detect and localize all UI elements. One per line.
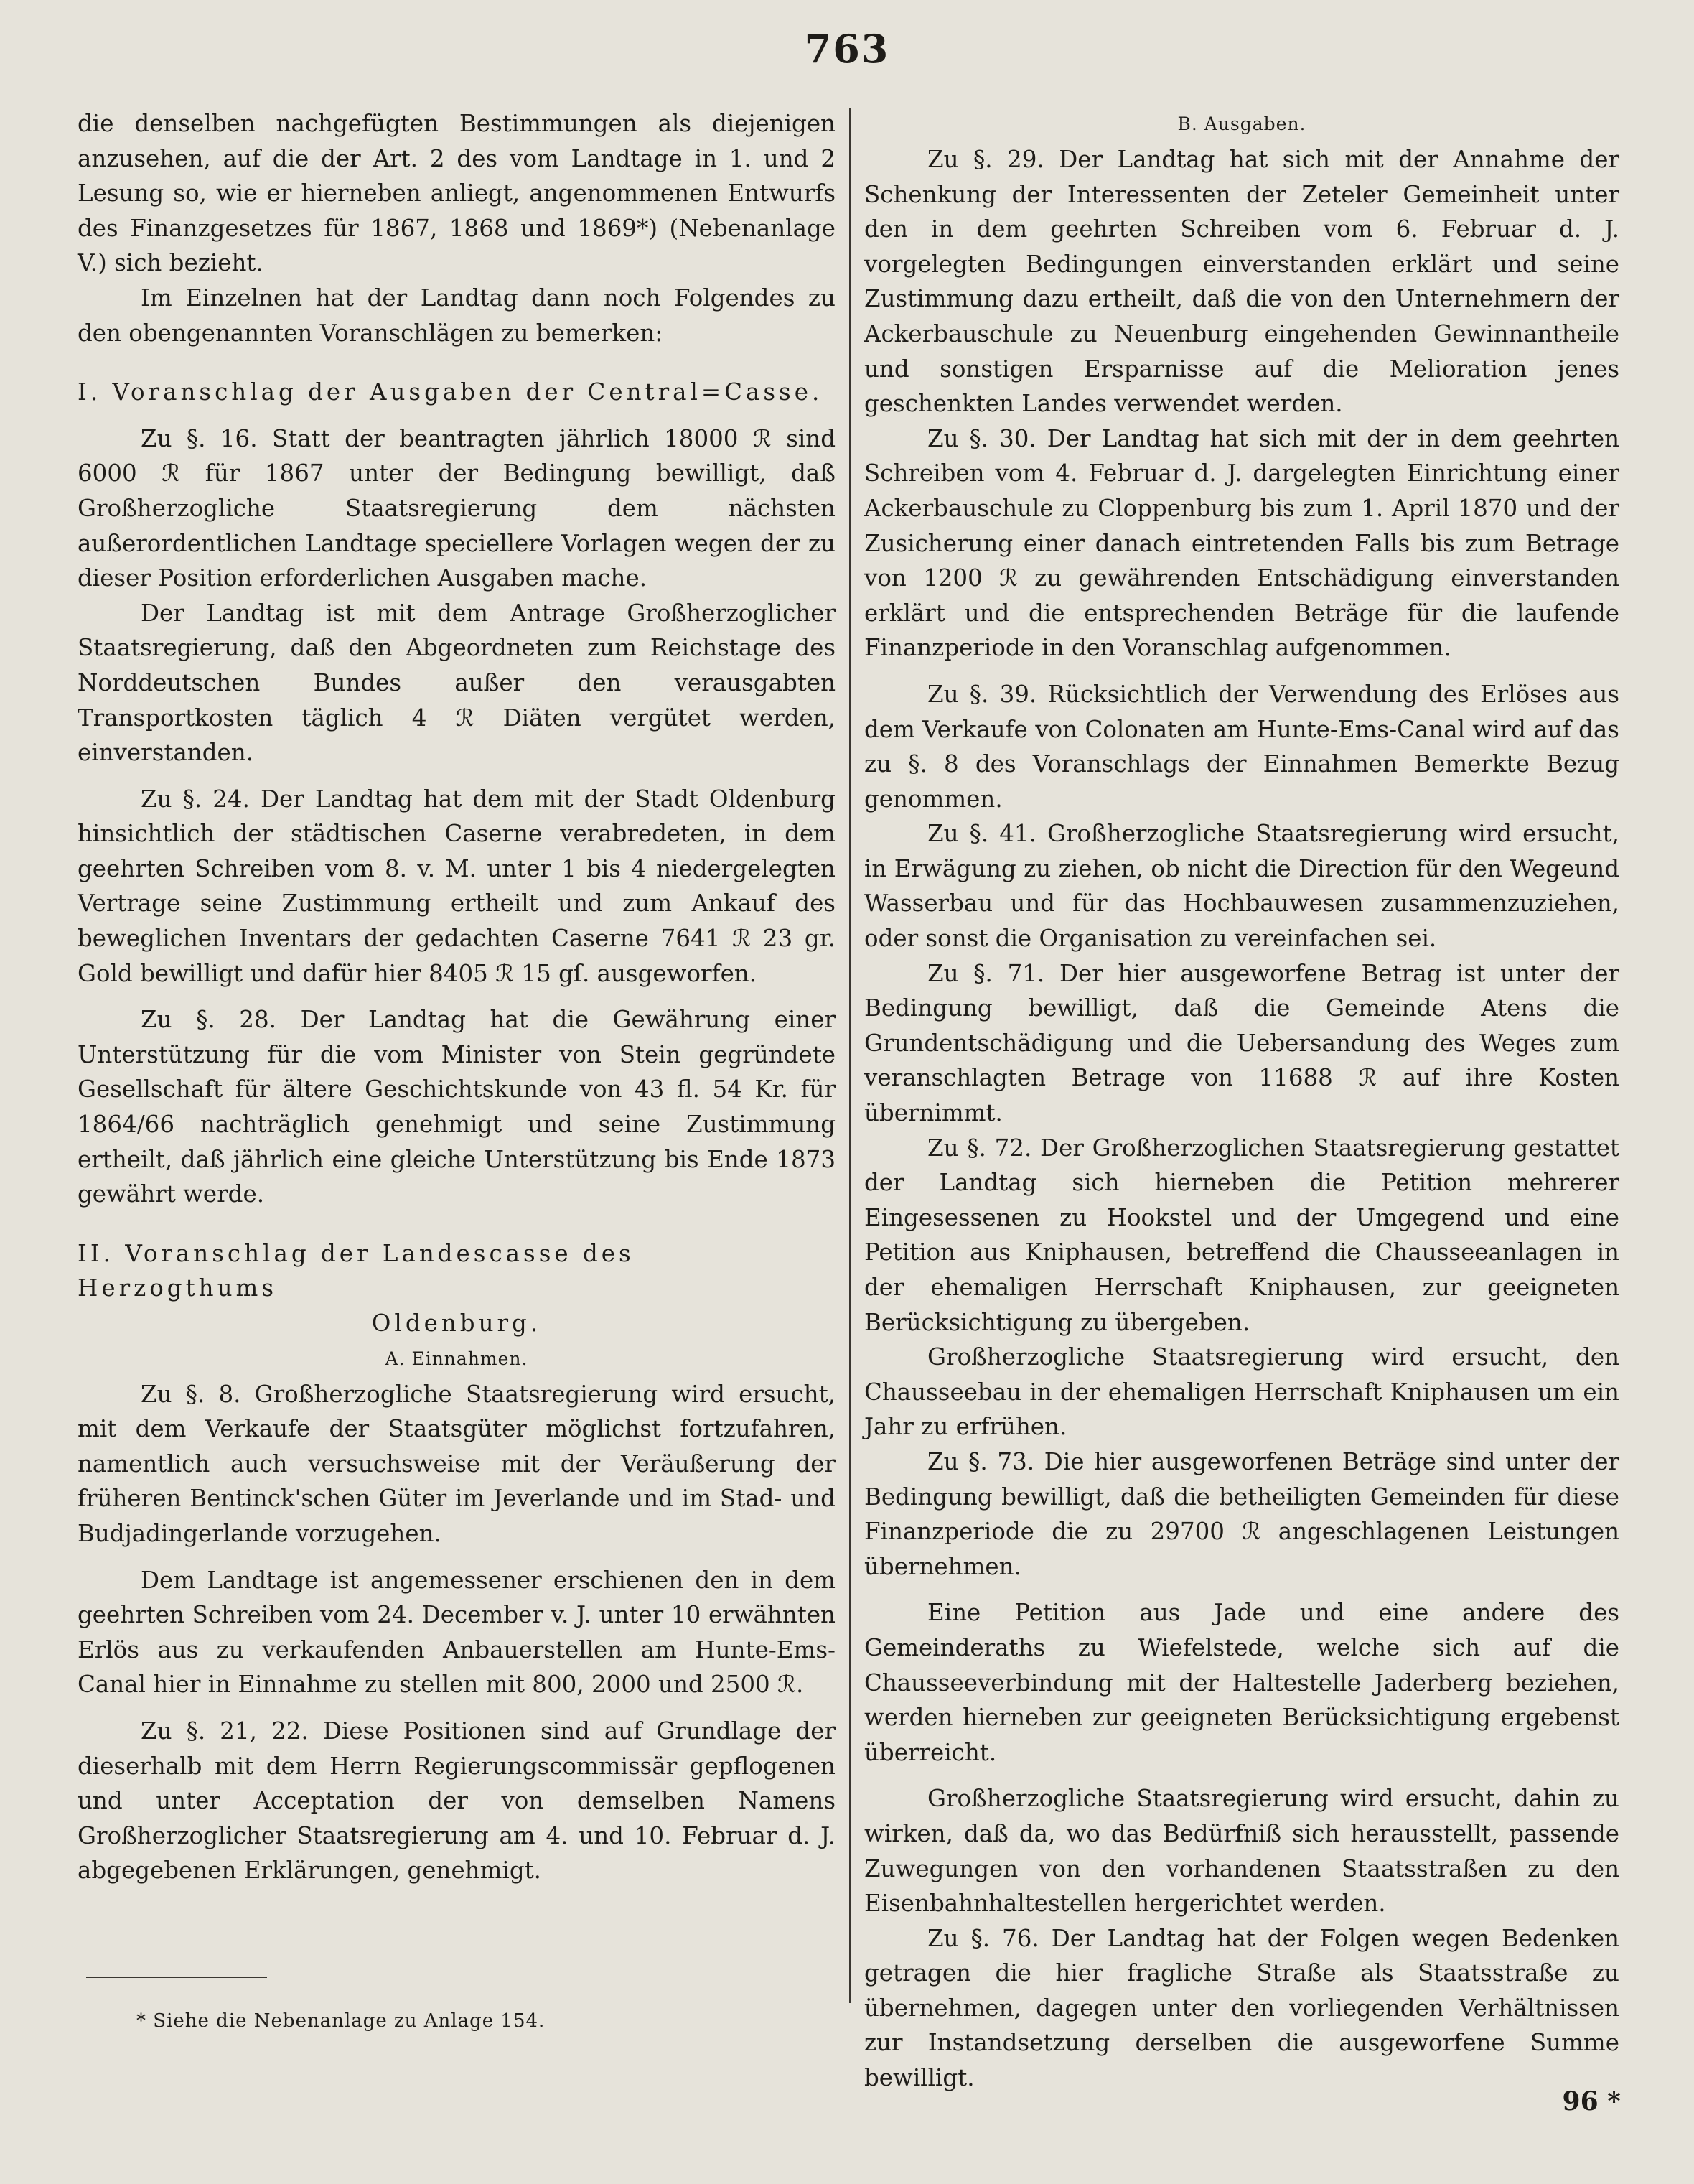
paragraph: Zu §. 29. Der Landtag hat sich mit der Annahme der Schenkung der Interessenten der Zeteler Gemeinheit unter den in dem geehrten Schreiben vom 6. Februar d. J. vorgelegten Bedingungen einverstanden erklärt und seine Zustimmung dazu ertheilt, daß die von den Unternehmern der Ackerbauschule zu Neuenburg eingehenden Gewinnantheile und sonstigen Ersparnisse auf die Melioration jenes geschenkten Landes verwendet werden. (864, 146, 1619, 418)
paragraph: Zu §. 16. Statt der beantragten jährlich 18000 ℛ sind 6000 ℛ für 1867 unter der Bedingung bewilligt, daß Großherzogliche Staatsregierung dem nächsten außerordentlichen Landtage speciellere Vorlagen wegen der zu dieser Position erforderlichen Ausgaben mache. (78, 424, 836, 592)
paragraph: Im Einzelnen hat der Landtag dann noch Folgendes zu den obengenannten Voranschlägen zu bemerken: (78, 284, 836, 347)
paragraph: Der Landtag ist mit dem Antrage Großherzoglicher Staatsregierung, daß den Abgeordneten zum Reichstage des Norddeutschen Bundes außer den verausgabten Transportkosten täglich 4 ℛ Diäten vergütet werden, einverstanden. (78, 599, 836, 767)
paragraph: Zu §. 28. Der Landtag hat die Gewährung einer Unterstützung für die vom Minister von Stein gegründete Gesellschaft für ältere Geschichtskunde von 43 fl. 54 Kr. für 1864/66 nachträglich genehmigt und seine Zustimmung ertheilt, daß jährlich eine gleiche Unterstützung bis Ende 1873 gewährt werde. (78, 1006, 836, 1208)
page-number: 763 (804, 26, 890, 72)
paragraph: Großherzogliche Staatsregierung wird ersucht, den Chausseebau in der ehemaligen Herrschaft Kniphausen um ein Jahr zu erfrühen. (864, 1343, 1619, 1441)
paragraph: Zu §. 73. Die hier ausgeworfenen Beträge sind unter der Bedingung bewilligt, daß die betheiligten Gemeinden für diese Finanzperiode die zu 29700 ℛ angeschlagenen Leistungen übernehmen. (864, 1447, 1619, 1580)
paragraph: die denselben nachgefügten Bestimmungen als diejenigen anzusehen, auf die der Art. 2 des vom Landtage in 1. und 2 Lesung so, wie er hierneben anliegt, angenommenen Entwurfs des Finanzgesetzes für 1867, 1868 und 1869*) (Nebenanlage V.) sich bezieht. (78, 110, 836, 277)
paragraph: Zu §. 21, 22. Diese Positionen sind auf Grundlage der dieserhalb mit dem Herrn Regierungscommissär gepflogenen und unter Acceptation der von demselben Namens Großherzoglicher Staatsregierung am 4. und 10. Februar d. J. abgegebenen Erklärungen, genehmigt. (78, 1717, 836, 1885)
right-column (864, 106, 1619, 2096)
paragraph: Zu §. 39. Rücksichtlich der Verwendung des Erlöses aus dem Verkaufe von Colonaten am Hunte-Ems-Canal wird auf das zu §. 8 des Voranschlags der Einnahmen Bemerkte Bezug genommen. (864, 680, 1619, 813)
paragraph: Dem Landtage ist angemessener erschienen den in dem geehrten Schreiben vom 24. December v. J. unter 10 erwähnten Erlös aus zu verkaufenden Anbauerstellen am Hunte-Ems-Canal hier in Einnahme zu stellen mit 800, 2000 und 2500 ℛ. (78, 1566, 836, 1699)
sheet-signature: 96 * (1562, 2086, 1621, 2117)
paragraph: Zu §. 72. Der Großherzoglichen Staatsregierung gestattet der Landtag sich hierneben die Petition mehrerer Eingesessenen zu Hookstel und der Umgegend und eine Petition aus Kniphausen, betreffend die Chausseeanlagen in der ehemaligen Herrschaft Kniphausen, zur geeigneten Berücksichtigung zu übergeben. (864, 1134, 1619, 1336)
left-column (78, 106, 836, 1888)
section-heading: I. Voranschlag der Ausgaben der Central=Casse. (78, 378, 823, 406)
paragraph: Zu §. 24. Der Landtag hat dem mit der Stadt Oldenburg hinsichtlich der städtischen Caserne verabredeten, in dem geehrten Schreiben vom 8. v. M. unter 1 bis 4 niedergelegten Vertrage seine Zustimmung ertheilt und zum Ankauf des beweglichen Inventars der gedachten Caserne 7641 ℛ 23 gr. Gold bewilligt und dafür hier 8405 ℛ 15 gſ. ausgeworfen. (78, 785, 836, 987)
subsection-heading: A. Einnahmen. (385, 1348, 528, 1369)
paragraph: Zu §. 71. Der hier ausgeworfene Betrag ist unter der Bedingung bewilligt, daß die Gemeinde Atens die Grundentschädigung und die Uebersandung des Weges zum veranschlagten Betrage von 11688 ℛ auf ihre Kosten übernimmt. (864, 959, 1619, 1127)
paragraph: Zu §. 41. Großherzogliche Staatsregierung wird ersucht, in Erwägung zu ziehen, ob nicht die Direction für den Wegeund Wasserbau und für das Hochbauwesen zusammenzuziehen, oder sonst die Organisation zu vereinfachen sei. (864, 820, 1619, 953)
paragraph: Zu §. 76. Der Landtag hat der Folgen wegen Bedenken getragen die hier fragliche Straße als Staatsstraße zu übernehmen, dagegen unter den vorliegenden Verhältnissen zur Instandsetzung derselben die ausgeworfene Summe bewilligt. (864, 1924, 1619, 2092)
paragraph: Zu §. 30. Der Landtag hat sich mit der in dem geehrten Schreiben vom 4. Februar d. J. dargelegten Einrichtung einer Ackerbauschule zu Cloppenburg bis zum 1. April 1870 und der Zusicherung einer danach eintretenden Falls bis zum Betrage von 1200 ℛ zu gewährenden Entschädigung einverstanden erklärt und die entsprechenden Beträge für die laufende Finanzperiode in den Voranschlag aufgenommen. (864, 424, 1619, 662)
paragraph: Großherzogliche Staatsregierung wird ersucht, dahin zu wirken, daß da, wo das Bedürfniß sich herausstellt, passende Zuwegungen von den vorhandenen Staatsstraßen zu den Eisenbahnhaltestellen hergerichtet werden. (864, 1785, 1619, 1918)
section-heading: Oldenburg. (371, 1310, 542, 1337)
footnote: * Siehe die Nebenanlage zu Anlage 154. (136, 2010, 546, 2032)
footnote-rule (86, 1977, 267, 1978)
paragraph: Eine Petition aus Jade und eine andere des Gemeinderaths zu Wiefelstede, welche sich auf die Chausseeverbindung mit der Haltestelle Jaderberg beziehen, werden hierneben zur geeigneten Berücksichtigung ergebenst überreicht. (864, 1599, 1619, 1766)
column-divider (849, 108, 851, 2003)
section-heading: II. Voranschlag der Landescasse des Herzogthums (78, 1239, 635, 1302)
paragraph: Zu §. 8. Großherzogliche Staatsregierung wird ersucht, mit dem Verkaufe der Staatsgüter möglichst fortzufahren, namentlich auch versuchsweise mit der Veräußerung der früheren Bentinck'schen Güter im Jeverlande und im Stad- und Budjadingerlande vorzugehen. (78, 1380, 836, 1547)
subsection-heading: B. Ausgaben. (1177, 113, 1306, 134)
